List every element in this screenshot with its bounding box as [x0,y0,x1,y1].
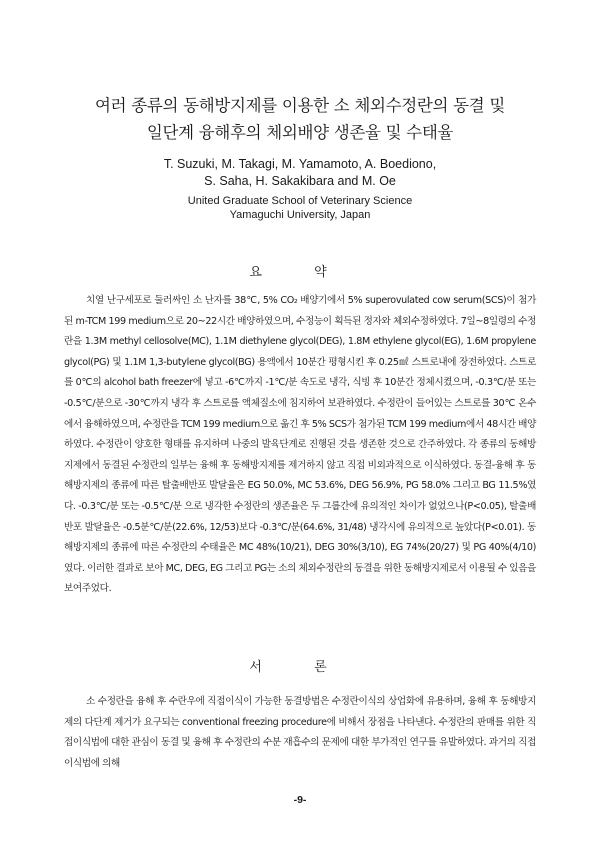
introduction-heading: 서 론 [249,660,351,675]
abstract-heading: 요 약 [249,265,351,280]
introduction-body: 소 수정란을 융해 후 수란우에 직접이식이 가능한 동결방법은 수정란이식의 상업화에 유용하며, 융해 후 동해방지제의 다단계 제거가 요구되는 conventional freezing procedure에 비해서 장점을 나타낸다. 수정란의 판매를 위한 직접이식법에 대한 관심이 동결 및 융해 후 수정란의 수분 재흡수의 문제에 대한 부가적인 연구를 유발하였다. 과거의 직접 이식법에 의해 [64,696,536,769]
author-list [60,156,540,190]
authors-line-1: T. Suzuki, M. Takagi, M. Yamamoto, A. Boediono, [163,157,437,171]
abstract-body: 치열 난구세포로 둘러싸인 소 난자를 38℃, 5% CO₂ 배양기에서 5% superovulated cow serum(SCS)이 첨가된 m-TCM 199 medium으로 20~22시간 배양하였으며, 수정능이 획득된 정자와 체외수정하였다. 7일~8일령의 수정란을 1.3M methyl cellosolve(MC), 1.1M diethylene glycol(DEG), 1.8M ethylene glycol(EG), 1.6M propylene glycol(PG) 및 1.1M 1,3-butylene glycol(BG) 용액에서 10분간 평형시킨 후 0.25㎖ 스트로내에 장전하였다. 스트로를 0℃의 alcohol bath freezer에 넣고 -6℃까지 -1℃/분 속도로 냉각, 식빙 후 10분간 정체시켰으며, -0.3℃/분 또는 -0.5℃/분으로 -30℃까지 냉각 후 스트로를 액체질소에 침지하여 보관하였다. 수정란이 들어있는 스트로를 30℃ 온수에서 융해하였으며, 수정란을 TCM 199 medium으로 옮긴 후 5% SCS가 첨가된 TCM 199 medium에서 48시간 배양하였다. 수정란이 양호한 형태를 유지하며 나중의 발육단계로 진행된 것을 생존한 것으로 간주하였다. 각 종류의 동해방지제에서 동결된 수정란의 일부는 융해 후 동해방지제를 제거하지 않고 직접 비외과적으로 이식하였다. 동결-융해 후 동해방지제의 종류에 따른 탈출배반포 발달율은 EG 50.0%, MC 53.6%, DEG 56.9%, PG 58.0% 그리고 BG 11.5%였다. -0.3℃/분 또는 -0.5℃/분 으로 냉각한 수정란의 생존율은 두 그룹간에 유의적인 차이가 없었으나(P<0.05), 탈출배반포 발달율은 -0.5분℃/분(22.6%, 12/53)보다 -0.3℃/분(64.6%, 31/48) 냉각시에 유의적으로 높았다(P<0.01). 동해방지제의 종류에 따른 수정란의 수태율은 MC 48%(10/21), DEG 30%(3/10), EG 74%(20/27) 및 PG 40%(4/10) 였다. 이러한 결과로 보아 MC, DEG, EG 그리고 PG는 소의 체외수정란의 동결을 위한 동해방지제로서 이용될 수 있음을 보여주었다. [64,295,536,595]
affiliation-line-1: United Graduate School of Veterinary Science [187,195,413,207]
affiliation [60,195,540,222]
affiliation-line-2: Yamaguchi University, Japan [229,208,371,221]
authors-line-2: S. Saha, H. Sakakibara and M. Oe [204,174,396,188]
title-line-2: 일단계 융해후의 체외배양 생존율 및 수태율 [146,123,454,142]
page-number: -9- [293,794,307,806]
title-line-1: 여러 종류의 동해방지제를 이용한 소 체외수정란의 동결 및 [95,96,505,115]
paper-title [60,92,540,146]
